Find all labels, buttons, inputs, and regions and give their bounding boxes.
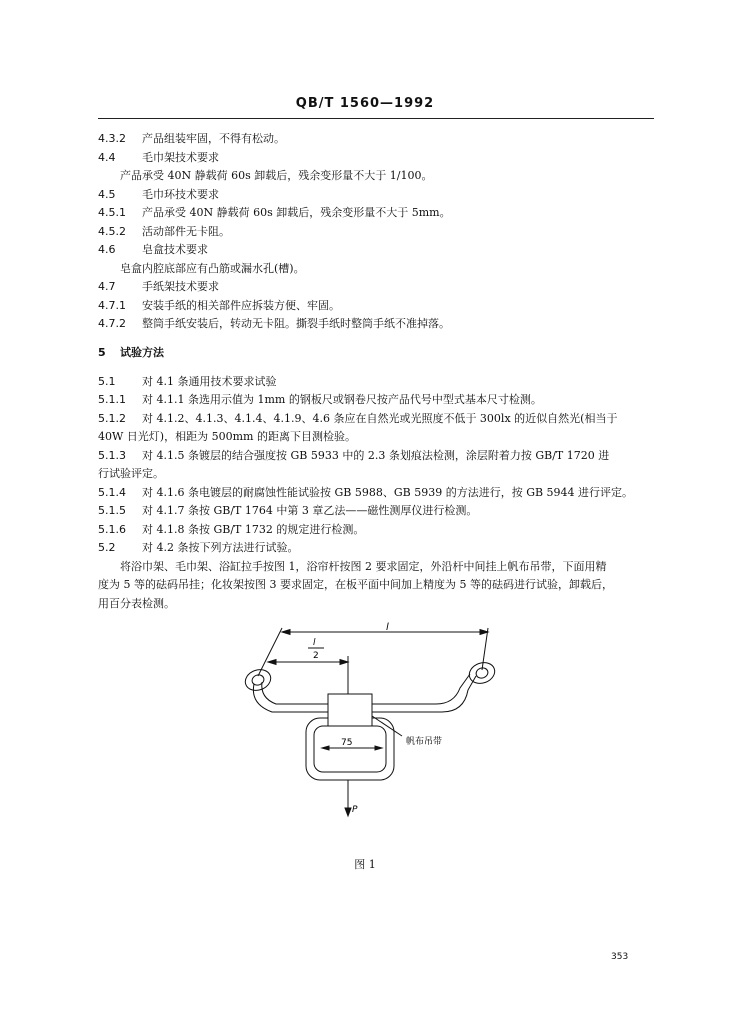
clause-number: 4.4 bbox=[98, 151, 116, 164]
bar-right-inner bbox=[372, 674, 470, 704]
dim-label-half-numerator: l bbox=[313, 638, 316, 648]
clause-number: 5.1.4 bbox=[98, 486, 126, 499]
clause-number: 4.5 bbox=[98, 188, 116, 201]
clause-number: 5.1.1 bbox=[98, 393, 126, 406]
clause-5-2-body bbox=[120, 560, 606, 574]
clause-text: 对 4.2 条按下列方法进行试验。 bbox=[142, 541, 299, 554]
clause-4-7 bbox=[98, 280, 219, 294]
clause-5-2 bbox=[98, 541, 299, 555]
left-mount-boss bbox=[251, 673, 266, 687]
clause-text: 用百分表检测。 bbox=[98, 597, 175, 610]
clause-5-1-4 bbox=[98, 486, 633, 500]
clause-4-7-1 bbox=[98, 299, 340, 313]
dim-label-half-denominator: 2 bbox=[313, 651, 319, 661]
clause-text: 皂盒技术要求 bbox=[142, 243, 208, 256]
clause-text: 40W 日光灯)，相距为 500mm 的距离下目测检验。 bbox=[98, 430, 356, 443]
page-number: 353 bbox=[611, 952, 629, 962]
clause-5-1-2 bbox=[98, 412, 617, 426]
right-mount-boss bbox=[475, 666, 490, 680]
clause-5-2-body-cont bbox=[98, 578, 613, 592]
clause-text: 手纸架技术要求 bbox=[142, 280, 219, 293]
standard-code: QB/T 1560—1992 bbox=[295, 96, 435, 111]
clause-text: 皂盒内腔底部应有凸筋或漏水孔(槽)。 bbox=[120, 262, 305, 275]
dim-arrow-left bbox=[282, 630, 290, 635]
dim-arrow-75-left bbox=[322, 746, 329, 750]
ext-line-right bbox=[482, 628, 488, 670]
clause-number: 5.1.5 bbox=[98, 504, 126, 517]
clause-4-6 bbox=[98, 243, 208, 257]
clause-5-1-1 bbox=[98, 393, 542, 407]
clause-number: 5.1 bbox=[98, 375, 116, 388]
figure-caption: 图 1 bbox=[354, 858, 376, 871]
clause-text: 度为 5 等的砝码吊挂；化妆架按图 3 要求固定，在板平面中间加上精度为 5 等的砝码进行试验，卸载后， bbox=[98, 578, 613, 591]
clause-number: 4.7.2 bbox=[98, 317, 126, 330]
dim-label-l: l bbox=[386, 622, 389, 633]
clause-5-1-5 bbox=[98, 504, 477, 518]
load-arrow bbox=[345, 808, 351, 816]
clause-4-6-body bbox=[120, 262, 305, 276]
clause-text: 行试验评定。 bbox=[98, 467, 164, 480]
dim-label-75: 75 bbox=[341, 738, 353, 748]
clause-4-5 bbox=[98, 188, 219, 202]
clause-4-3-2 bbox=[98, 132, 285, 146]
clause-text: 对 4.1.1 条选用示值为 1mm 的钢板尺或钢卷尺按产品代号中型式基本尺寸检测。 bbox=[142, 393, 542, 406]
clause-4-4 bbox=[98, 151, 219, 165]
clause-5-1-3 bbox=[98, 449, 609, 463]
bar-right-outer bbox=[372, 676, 476, 712]
clause-number: 4.3.2 bbox=[98, 132, 126, 145]
clause-text: 毛巾架技术要求 bbox=[142, 151, 219, 164]
clause-text: 毛巾环技术要求 bbox=[142, 188, 219, 201]
clause-text: 活动部件无卡阻。 bbox=[142, 225, 230, 238]
clause-text: 整筒手纸安装后，转动无卡阻。撕裂手纸时整筒手纸不准掉落。 bbox=[142, 317, 450, 330]
clause-number: 5.1.6 bbox=[98, 523, 126, 536]
clause-number: 4.5.1 bbox=[98, 206, 126, 219]
clause-4-7-2 bbox=[98, 317, 450, 331]
clause-5-1 bbox=[98, 375, 277, 389]
clause-text: 产品组装牢固，不得有松动。 bbox=[142, 132, 285, 145]
right-mount-plate bbox=[466, 659, 497, 687]
clause-number: 4.6 bbox=[98, 243, 116, 256]
clause-text: 对 4.1.8 条按 GB/T 1732 的规定进行检测。 bbox=[142, 523, 365, 536]
clause-text: 对 4.1.6 条电镀层的耐腐蚀性能试验按 GB 5988、GB 5939 的方法进行，按 GB 5944 进行评定。 bbox=[142, 486, 634, 499]
clause-number: 5.1.3 bbox=[98, 449, 126, 462]
bar-left-inner bbox=[262, 682, 328, 704]
clause-text: 产品承受 40N 静载荷 60s 卸载后，残余变形量不大于 1/100。 bbox=[120, 169, 433, 182]
towel-rack-test-diagram bbox=[236, 618, 506, 828]
clause-number: 4.7.1 bbox=[98, 299, 126, 312]
dim-arrow-75-right bbox=[375, 746, 382, 750]
clause-5-1-6 bbox=[98, 523, 364, 537]
section-5-heading bbox=[98, 346, 164, 360]
clause-4-5-1 bbox=[98, 206, 451, 220]
clause-4-5-2 bbox=[98, 225, 230, 239]
section-number: 5 bbox=[98, 346, 106, 359]
strap-label: 帆布吊带 bbox=[406, 737, 443, 747]
clause-4-4-body bbox=[120, 169, 432, 183]
clause-number: 4.5.2 bbox=[98, 225, 126, 238]
load-label-p: P bbox=[352, 805, 358, 815]
header-rule bbox=[98, 118, 654, 119]
clause-5-1-3-cont bbox=[98, 467, 164, 481]
clause-number: 5.2 bbox=[98, 541, 116, 554]
clause-text: 将浴巾架、毛巾架、浴缸拉手按图 1，浴帘杆按图 2 要求固定，外沿杆中间挂上帆布吊带，下面用精 bbox=[120, 560, 607, 573]
section-title: 试验方法 bbox=[120, 346, 164, 359]
clause-text: 安装手纸的相关部件应拆装方便、牢固。 bbox=[142, 299, 340, 312]
clause-number: 4.7 bbox=[98, 280, 116, 293]
dim-arrow-half-right bbox=[340, 660, 348, 665]
dim-arrow-half-left bbox=[268, 660, 276, 665]
clause-text: 对 4.1.2、4.1.3、4.1.4、4.1.9、4.6 条应在自然光或光照度不低于 300lx 的近似自然光(相当于 bbox=[142, 412, 618, 425]
clause-number: 5.1.2 bbox=[98, 412, 126, 425]
clause-text: 对 4.1 条通用技术要求试验 bbox=[142, 375, 277, 388]
left-mount-plate bbox=[242, 666, 273, 694]
clause-5-2-body-end bbox=[98, 597, 175, 611]
clause-text: 产品承受 40N 静载荷 60s 卸载后，残余变形量不大于 5mm。 bbox=[142, 206, 451, 219]
clause-5-1-2-cont bbox=[98, 430, 356, 444]
strap-block-front bbox=[328, 694, 372, 726]
figure-1 bbox=[236, 618, 506, 832]
ext-line-left bbox=[258, 628, 282, 676]
clause-text: 对 4.1.7 条按 GB/T 1764 中第 3 章乙法——磁性测厚仪进行检测。 bbox=[142, 504, 478, 517]
clause-text: 对 4.1.5 条镀层的结合强度按 GB 5933 中的 2.3 条划痕法检测，涂层附着力按 GB/T 1720 进 bbox=[142, 449, 610, 462]
